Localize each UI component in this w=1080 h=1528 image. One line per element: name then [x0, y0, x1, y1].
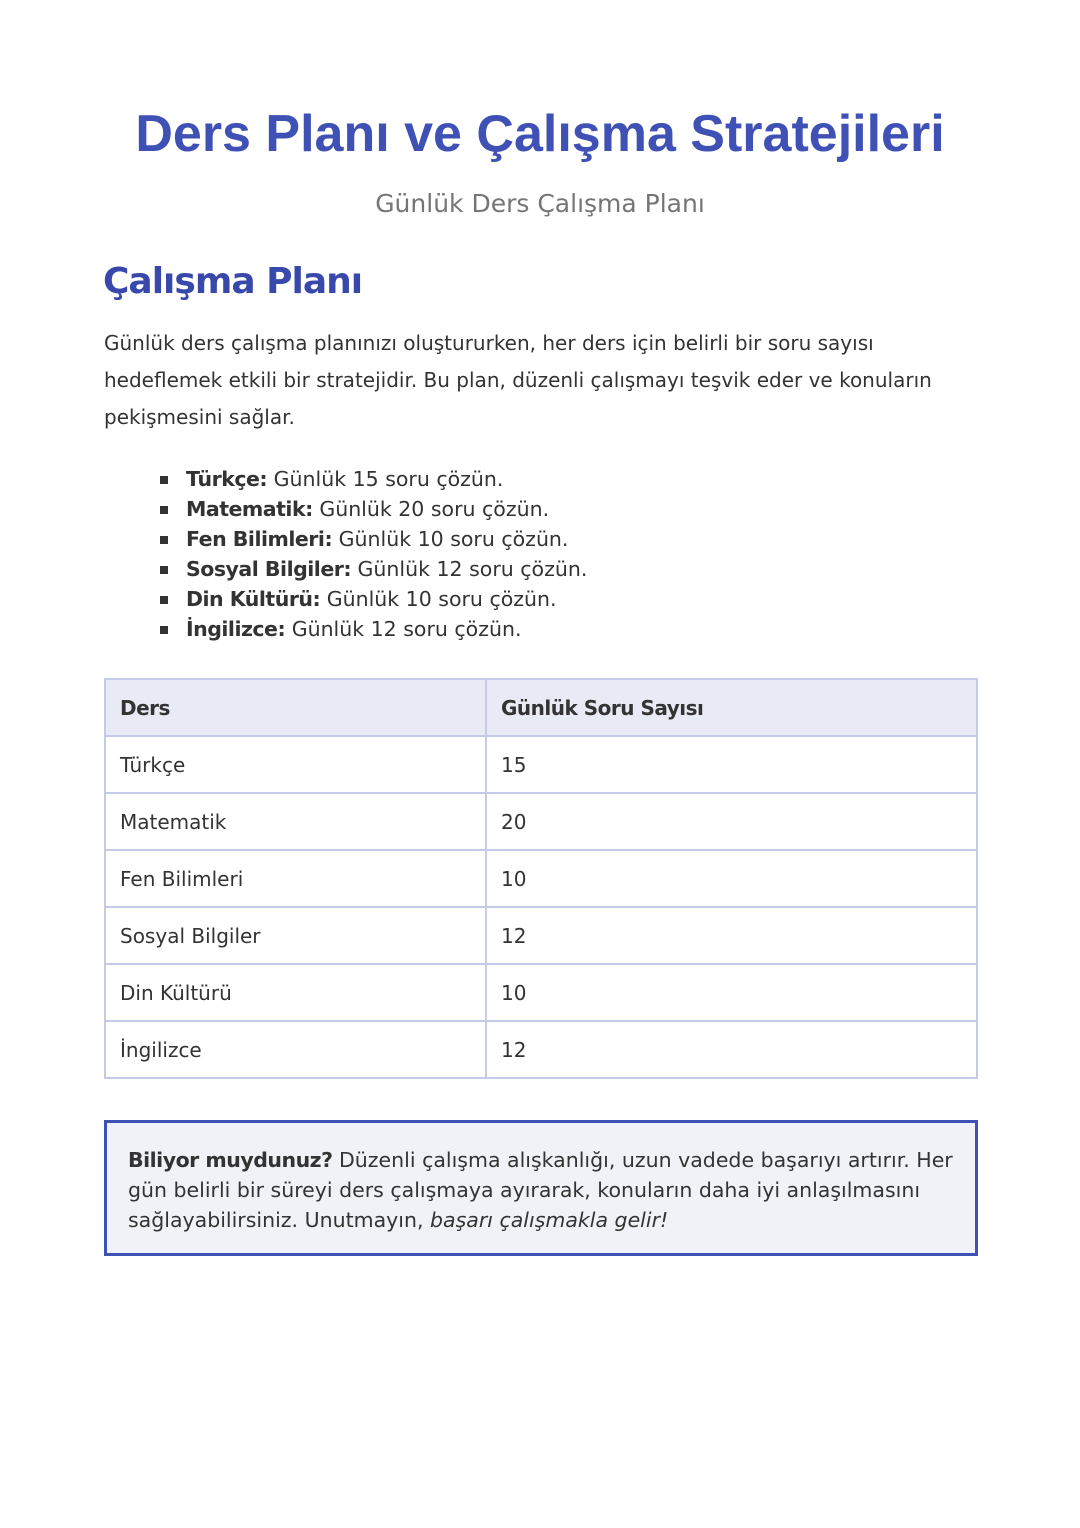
table-header-row — [105, 679, 977, 736]
square-bullet-icon — [160, 566, 168, 574]
table-row — [105, 850, 977, 907]
square-bullet-icon — [160, 506, 168, 514]
square-bullet-icon — [160, 536, 168, 544]
table-cell-count: 12 — [486, 907, 977, 964]
square-bullet-icon — [160, 476, 168, 484]
list-item — [160, 464, 976, 494]
list-item-subject: Türkçe: — [186, 467, 268, 491]
table-row — [105, 736, 977, 793]
list-item-text: Günlük 12 soru çözün. — [285, 617, 522, 641]
table-cell-subject: İngilizce — [105, 1021, 486, 1078]
table-row — [105, 793, 977, 850]
table-row — [105, 907, 977, 964]
list-item-subject: Sosyal Bilgiler: — [186, 557, 352, 581]
page-subtitle: Günlük Ders Çalışma Planı — [375, 189, 705, 218]
plan-list — [104, 464, 976, 644]
table-cell-count: 15 — [486, 736, 977, 793]
list-item-text: Günlük 10 soru çözün. — [332, 527, 569, 551]
list-item — [160, 614, 976, 644]
table-cell-count: 20 — [486, 793, 977, 850]
info-callout — [104, 1120, 978, 1256]
list-item-subject: İngilizce: — [186, 617, 286, 641]
list-item-subject: Matematik: — [186, 497, 313, 521]
table-header-subject: Ders — [105, 679, 486, 736]
callout-quote: başarı çalışmakla gelir! — [430, 1208, 669, 1232]
callout-body: Düzenli çalışma alışkanlığı, uzun vadede başarıyı artırır. Her gün belirli bir süreyi ders çalışmaya ayırarak, konuların daha iyi anlaşılmasını sağlayabilirsiniz. Unutmayın, — [128, 1148, 953, 1232]
list-item-text: Günlük 10 soru çözün. — [320, 587, 557, 611]
section-heading: Çalışma Planı — [103, 261, 363, 302]
list-item — [160, 554, 976, 584]
page-title: Ders Planı ve Çalışma Stratejileri — [135, 105, 945, 163]
table-row — [105, 964, 977, 1021]
list-item-text: Günlük 12 soru çözün. — [351, 557, 588, 581]
list-item — [160, 494, 976, 524]
table-cell-count: 12 — [486, 1021, 977, 1078]
table-header-count: Günlük Soru Sayısı — [486, 679, 977, 736]
table-cell-subject: Sosyal Bilgiler — [105, 907, 486, 964]
list-item-text: Günlük 15 soru çözün. — [267, 467, 504, 491]
square-bullet-icon — [160, 596, 168, 604]
list-item — [160, 524, 976, 554]
list-item-subject: Din Kültürü: — [186, 587, 321, 611]
callout-lead: Biliyor muydunuz? — [128, 1148, 333, 1172]
list-item-subject: Fen Bilimleri: — [186, 527, 333, 551]
table-row — [105, 1021, 977, 1078]
intro-paragraph: Günlük ders çalışma planınızı oluştururken, her ders için belirli bir soru sayısı hedeflemek etkili bir stratejidir. Bu plan, düzenli çalışmayı teşvik eder ve konuların pekişmesini sağlar. — [104, 331, 932, 429]
list-item — [160, 584, 976, 614]
study-plan-table — [104, 678, 978, 1079]
table-cell-count: 10 — [486, 850, 977, 907]
table-cell-subject: Fen Bilimleri — [105, 850, 486, 907]
square-bullet-icon — [160, 626, 168, 634]
table-cell-subject: Matematik — [105, 793, 486, 850]
list-item-text: Günlük 20 soru çözün. — [312, 497, 550, 521]
table-cell-subject: Din Kültürü — [105, 964, 486, 1021]
table-cell-subject: Türkçe — [105, 736, 486, 793]
table-cell-count: 10 — [486, 964, 977, 1021]
